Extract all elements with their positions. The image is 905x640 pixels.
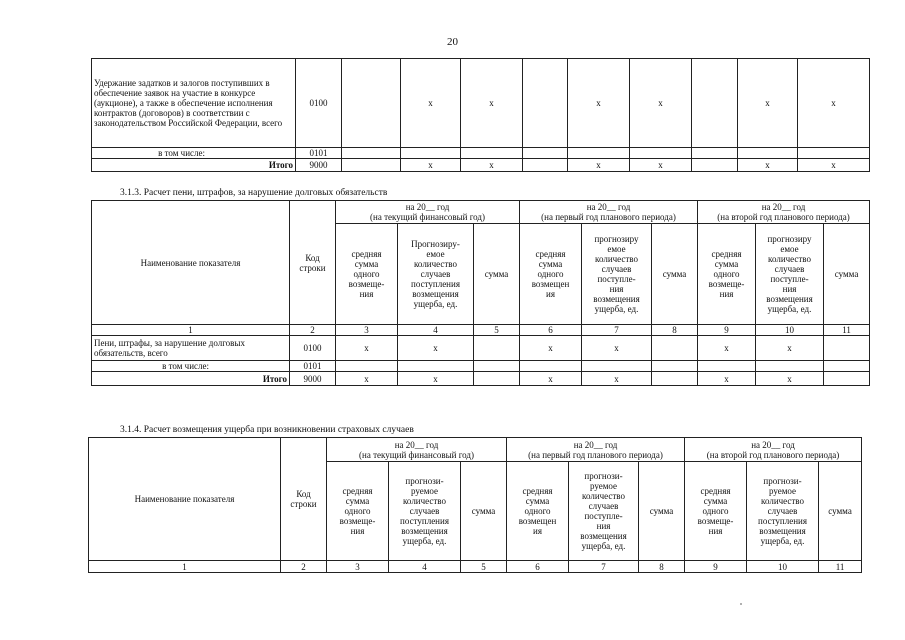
header-avg: средняя сумма одного возмеще- ния: [698, 224, 756, 325]
header-avg: средняя сумма одного возмеще- ния: [685, 462, 747, 561]
header-period-second: на 20__ год (на второй год планового периода): [685, 438, 862, 462]
table-cell: x: [756, 372, 824, 386]
row-code: 0101: [290, 361, 336, 372]
table-row: [92, 59, 870, 148]
header-qty: прогнозиру емое количество случаев поступле- ния возмещения ущерба, ед.: [582, 224, 652, 325]
column-number: 6: [520, 325, 582, 336]
table-cell: [652, 336, 698, 361]
header-code: Код строки: [290, 201, 336, 325]
column-number: 9: [685, 561, 747, 573]
row-code: 9000: [296, 159, 342, 172]
table-cell: [523, 59, 568, 148]
column-number: 8: [639, 561, 685, 573]
header-period-second: на 20__ год (на второй год планового периода): [698, 201, 870, 224]
table-cell: x: [630, 159, 692, 172]
table-cell: [474, 336, 520, 361]
table-cell: [692, 159, 738, 172]
table-cell: x: [630, 59, 692, 148]
table-cell: [342, 159, 401, 172]
section-title-314: 3.1.4. Расчет возмещения ущерба при возникновении страховых случаев: [120, 425, 414, 435]
column-numbers-row: [92, 325, 870, 336]
column-numbers-row: [89, 561, 862, 573]
table-cell: x: [401, 59, 461, 148]
table-cell: x: [398, 336, 474, 361]
row-name: Удержание задатков и залогов поступивших в обеспечение заявок на участие в конкурсе (аукционе), а также в обеспечение исполнения контрактов (договоров) в соответствии с законодательством Российской Федерации, всего: [92, 59, 296, 148]
header-name: Наименование показателя: [89, 438, 281, 561]
table-cell: x: [738, 159, 798, 172]
column-number: 2: [281, 561, 327, 573]
column-number: 3: [327, 561, 389, 573]
row-name: Итого: [92, 372, 290, 386]
header-sum: сумма: [639, 462, 685, 561]
table-cell: x: [398, 372, 474, 386]
table-deposits: [91, 58, 870, 172]
header-qty: прогнози- руемое количество случаев поступления возмещения ущерба, ед.: [747, 462, 819, 561]
table-penalties: [91, 200, 870, 386]
header-qty: прогнози- руемое количество случаев поступле- ния возмещения ущерба, ед.: [569, 462, 639, 561]
table-row: [92, 361, 870, 372]
table-cell: x: [568, 59, 630, 148]
header-avg: средняя сумма одного возмещен ия: [507, 462, 569, 561]
header-avg: средняя сумма одного возмещен ия: [520, 224, 582, 325]
header-avg: средняя сумма одного возмеще- ния: [327, 462, 389, 561]
header-code: Код строки: [281, 438, 327, 561]
scan-speck: [740, 603, 742, 605]
table-cell: x: [582, 372, 652, 386]
table-cell: x: [798, 159, 870, 172]
column-number: 4: [389, 561, 461, 573]
table-cell: x: [756, 336, 824, 361]
page-number: 20: [447, 36, 458, 48]
column-number: 4: [398, 325, 474, 336]
table-cell: x: [798, 59, 870, 148]
header-avg: средняя сумма одного возмеще- ния: [336, 224, 398, 325]
column-number: 11: [819, 561, 862, 573]
header-period-first: на 20__ год (на первый год планового периода): [520, 201, 698, 224]
column-number: 1: [89, 561, 281, 573]
column-number: 1: [92, 325, 290, 336]
table-cell: x: [698, 336, 756, 361]
header-period-current: на 20__ год (на текущий финансовый год): [327, 438, 507, 462]
row-code: 0101: [296, 148, 342, 159]
row-code: 9000: [290, 372, 336, 386]
table-cell: x: [336, 336, 398, 361]
header-qty: прогнозиру емое количество случаев поступле- ния возмещения ущерба, ед.: [756, 224, 824, 325]
table-cell: x: [738, 59, 798, 148]
table-cell: x: [461, 159, 523, 172]
row-name: Итого: [92, 159, 296, 172]
column-number: 9: [698, 325, 756, 336]
table-cell: [523, 159, 568, 172]
column-number: 7: [582, 325, 652, 336]
row-code: 0100: [290, 336, 336, 361]
header-sum: сумма: [819, 462, 862, 561]
table-cell: x: [582, 336, 652, 361]
column-number: 11: [824, 325, 870, 336]
column-number: 10: [747, 561, 819, 573]
row-name: в том числе:: [92, 148, 296, 159]
column-number: 5: [474, 325, 520, 336]
table-cell: [824, 372, 870, 386]
table-cell: x: [568, 159, 630, 172]
table-cell: x: [336, 372, 398, 386]
header-qty: прогнози- руемое количество случаев поступления возмещения ущерба, ед.: [389, 462, 461, 561]
table-row: [92, 159, 870, 172]
table-cell: x: [461, 59, 523, 148]
section-title-313: 3.1.3. Расчет пени, штрафов, за нарушение долговых обязательств: [120, 188, 388, 198]
column-number: 8: [652, 325, 698, 336]
column-number: 5: [461, 561, 507, 573]
header-period-current: на 20__ год (на текущий финансовый год): [336, 201, 520, 224]
header-name: Наименование показателя: [92, 201, 290, 325]
table-cell: [342, 59, 401, 148]
column-number: 2: [290, 325, 336, 336]
table-cell: x: [520, 372, 582, 386]
header-sum: сумма: [824, 224, 870, 325]
header-sum: сумма: [652, 224, 698, 325]
table-cell: [652, 372, 698, 386]
header-sum: сумма: [461, 462, 507, 561]
column-number: 6: [507, 561, 569, 573]
table-cell: [474, 372, 520, 386]
table-row: [92, 336, 870, 361]
table-cell: [824, 336, 870, 361]
row-name: Пени, штрафы, за нарушение долговых обязательств, всего: [92, 336, 290, 361]
header-period-first: на 20__ год (на первый год планового периода): [507, 438, 685, 462]
header-qty: Прогнозиру- емое количество случаев поступления возмещения ущерба, ед.: [398, 224, 474, 325]
table-insurance: [88, 437, 862, 573]
table-cell: x: [401, 159, 461, 172]
row-name: в том числе:: [92, 361, 290, 372]
table-row: [92, 148, 870, 159]
row-code: 0100: [296, 59, 342, 148]
table-row: [92, 372, 870, 386]
column-number: 3: [336, 325, 398, 336]
header-sum: сумма: [474, 224, 520, 325]
column-number: 10: [756, 325, 824, 336]
table-cell: x: [698, 372, 756, 386]
table-cell: [692, 59, 738, 148]
table-cell: x: [520, 336, 582, 361]
column-number: 7: [569, 561, 639, 573]
